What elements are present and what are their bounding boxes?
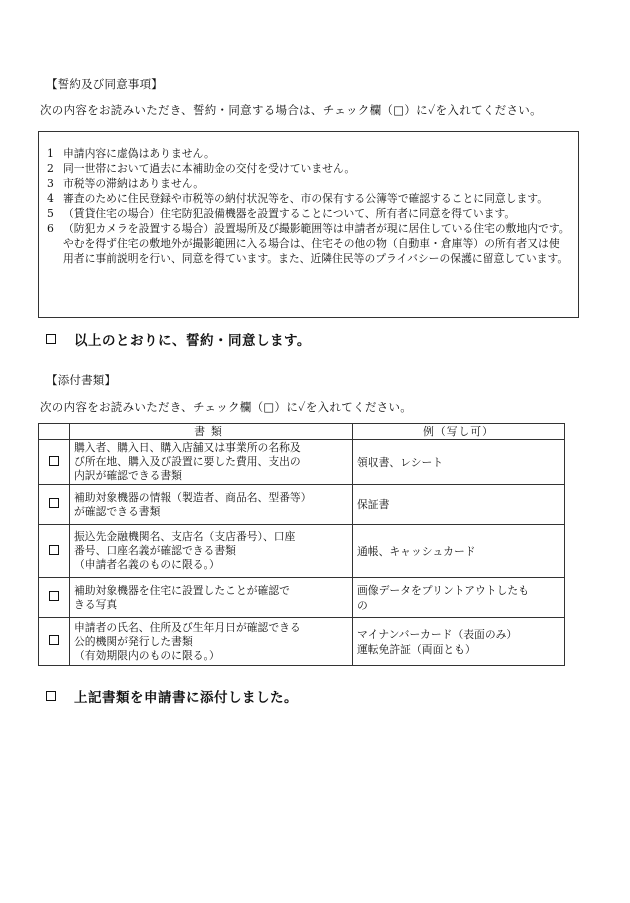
example-line: 保証書 [357,498,390,511]
desc-line: （有効期限内のものに限る。） [74,648,220,662]
pledge-item-number: 2 [47,162,54,175]
pledge-item-number: 3 [47,177,54,190]
desc-line: 振込先金融機関名、支店名（支店番号）、口座 [74,530,296,543]
pledge-confirm-label: 以上のとおりに、誓約・同意します。 [74,333,311,349]
pledge-item [47,146,570,161]
table-row [39,485,565,525]
desc-line: 補助対象機器の情報（製造者、商品名、型番等） [74,490,312,504]
desc-line: （申請者名義のものに限る。） [74,558,220,571]
pledge-item [47,176,570,191]
pledge-item [47,221,570,266]
pledge-item-number: 4 [47,192,54,205]
table-row [39,525,565,578]
pledge-list-box [38,131,579,318]
row-checkbox[interactable] [49,545,59,555]
pledge-item-number: 6 [47,222,54,235]
pledge-item-number: 1 [47,147,54,160]
pledge-item [47,161,570,176]
example-line: の [357,598,368,612]
row-example [353,440,565,485]
desc-line: 申請者の氏名、住所及び生年月日が確認できる [74,620,301,634]
header-checkbox-column [39,424,70,440]
row-checkbox-cell [39,485,70,525]
pledge-item-text: 審査のために住民登録や市税等の納付状況等を、市の保有する公簿等で確認することに同意します。 [63,192,548,205]
row-checkbox[interactable] [49,635,59,645]
desc-line: 補助対象機器を住宅に設置したことが確認で [74,583,290,597]
desc-line: きる写真 [74,597,118,611]
example-line: 運転免許証（両面とも） [357,642,476,656]
example-line: 通帳、キャッシュカード [357,544,476,558]
pledge-item-number: 5 [47,207,54,220]
table-row [39,440,565,485]
desc-line: 番号、口座名義が確認できる書類 [74,544,236,557]
attachments-intro: 次の内容をお読みいただき、チェック欄（□）に✓を入れてください。 [40,400,413,414]
pledge-heading: 【誓約及び同意事項】 [46,77,163,91]
row-checkbox[interactable] [49,591,59,601]
pledge-item [47,191,570,206]
table-header-row [39,424,565,440]
desc-line: び所在地、購入及び設置に要した費用、支出の [74,455,301,468]
pledge-confirm-checkbox[interactable] [46,334,56,344]
attachments-heading: 【添付書類】 [46,373,117,387]
row-description [70,618,353,666]
row-example [353,578,565,618]
pledge-item-text: （賃貸住宅の場合）住宅防犯設備機器を設置することについて、所有者に同意を得ています。 [63,207,516,220]
header-example: 例（写し可） [353,424,565,440]
row-checkbox-cell [39,578,70,618]
pledge-intro: 次の内容をお読みいただき、誓約・同意する場合は、チェック欄（□）に✓を入れてください。 [40,103,542,117]
example-line: 領収書、レシート [357,455,444,469]
row-description [70,525,353,578]
row-description [70,440,353,485]
pledge-item [47,206,570,221]
pledge-item-text: （防犯カメラを設置する場合）設置場所及び撮影範囲等は申請者が現に居住している住宅の敷地内です。やむを得ず住宅の敷地外が撮影範囲に入る場合は、住宅その他の物（自動車・倉庫等）の所有者又は使用者に事前説明を行い、同意を得ています。また、近隣住民等のプライバシーの保護に留意しています。 [63,222,570,265]
desc-line: が確認できる書類 [74,504,161,518]
example-line: マイナンバーカード（表面のみ） [357,627,518,641]
attachments-confirm-checkbox[interactable] [46,691,56,701]
row-checkbox-cell [39,440,70,485]
row-example [353,525,565,578]
row-checkbox-cell [39,618,70,666]
row-checkbox[interactable] [49,498,59,508]
pledge-item-text: 市税等の滞納はありません。 [63,177,205,190]
attachments-confirm-row [46,686,298,706]
desc-line: 購入者、購入日、購入店舗又は事業所の名称及 [74,441,301,454]
row-description [70,485,353,525]
desc-line: 公的機関が発行した書類 [74,634,193,648]
row-example [353,618,565,666]
pledge-item-text: 申請内容に虚偽はありません。 [63,147,215,160]
table-row [39,618,565,666]
header-docs: 書類 [70,424,353,440]
example-line: 画像データをプリントアウトしたも [357,583,529,597]
pledge-confirm-row [46,329,311,349]
row-description [70,578,353,618]
desc-line: 内訳が確認できる書類 [74,469,182,482]
table-row [39,578,565,618]
row-example [353,485,565,525]
row-checkbox-cell [39,525,70,578]
row-checkbox[interactable] [49,456,59,466]
attachments-table [38,423,565,666]
pledge-item-text: 同一世帯において過去に本補助金の交付を受けていません。 [63,162,356,175]
attachments-confirm-label: 上記書類を申請書に添付しました。 [74,690,298,706]
